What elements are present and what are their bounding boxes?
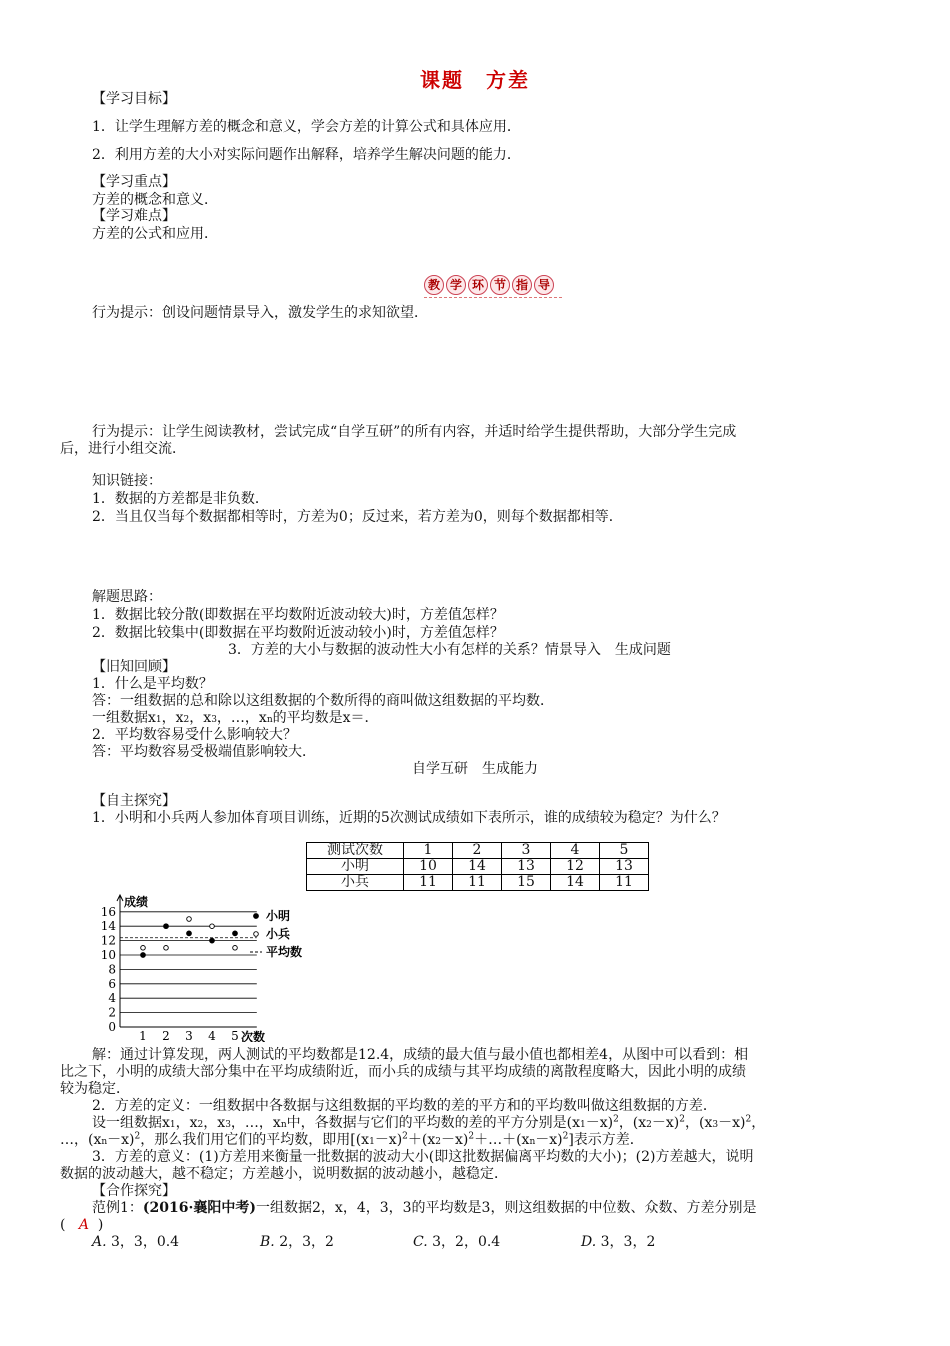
scores-chart <box>96 892 336 1042</box>
option-text: 3，2，0.4 <box>432 1234 501 1250</box>
point-xiaoming <box>210 938 215 943</box>
text-run: ，x <box>203 1115 226 1131</box>
text-run: ]表示方差． <box>568 1132 644 1148</box>
text-run: ＋(x <box>407 1132 436 1148</box>
superscript: 2 <box>679 1114 685 1125</box>
solution-line-3: 较为稳定． <box>60 1081 130 1097</box>
example-1-question <box>92 1199 756 1217</box>
variance-setup-line-1: 设一组数据x1，x2，x3，…，xn中，各数据与它们的平均数的差的平方分别是$(x1-x)^2$，$(x2-x)^2$，$(x3-x)^2$， <box>92 1114 766 1131</box>
focus-text: 方差的概念和意义． <box>92 192 218 208</box>
option-letter: D. <box>581 1234 597 1250</box>
point-xiaobing <box>233 946 238 951</box>
x-tick-label: 2 <box>162 1029 170 1042</box>
review-heading: 【旧知回顾】 <box>92 659 176 675</box>
legend-label-mean: 平均数 <box>266 945 303 959</box>
review-answer-1: 答：一组数据的总和除以这组数据的个数所得的商叫做这组数据的平均数． <box>92 693 554 709</box>
option-text: 2，3，2 <box>279 1234 334 1250</box>
subscript: 1 <box>579 1120 586 1130</box>
table-cell: 10 <box>404 859 453 875</box>
point-xiaobing <box>210 924 215 929</box>
subscript: 3 <box>225 1120 231 1130</box>
text-run: －x) <box>535 1132 563 1148</box>
superscript: 2 <box>134 1131 141 1142</box>
banner-char: 导 <box>534 275 554 295</box>
y-tick-label: 0 <box>108 1020 116 1034</box>
point-xiaobing <box>141 946 146 951</box>
point-xiaobing <box>164 946 169 951</box>
table-cell: 11 <box>404 875 453 891</box>
y-axis-label: 成绩 <box>124 895 149 909</box>
text-run: －x) <box>441 1132 469 1148</box>
table-row <box>307 843 649 859</box>
superscript: 2 <box>613 1114 619 1125</box>
answer-letter: A <box>78 1217 89 1233</box>
behavior-hint-2-line-1: 行为提示：让学生阅读教材，尝试完成“自学互研”的所有内容，并适时给学生提供帮助，大部分学生完成 <box>92 424 737 440</box>
legend-label-xiaoming: 小明 <box>266 909 291 923</box>
point-xiaoming <box>164 924 169 929</box>
subscript: n <box>529 1137 536 1147</box>
example-source: (2016·襄阳中考) <box>142 1200 257 1216</box>
text-run: ，x <box>175 1115 198 1131</box>
x-axis-label: 次数 <box>241 1030 266 1042</box>
table-cell: 14 <box>453 859 502 875</box>
knowledge-item-1: 1．数据的方差都是非负数． <box>92 491 269 507</box>
banner-char: 节 <box>490 275 510 295</box>
table-cell: 11 <box>600 875 649 891</box>
subscript: 3 <box>712 1120 719 1130</box>
text-run: ＋…＋(x <box>474 1132 530 1148</box>
table-header-cell: 1 <box>404 843 453 859</box>
thinking-heading: 解题思路： <box>92 589 162 605</box>
thinking-item-2: 2．数据比较集中(即数据在平均数附近波动较小)时，方差值怎样？ <box>92 625 504 641</box>
behavior-hint-1: 行为提示：创设问题情景导入，激发学生的求知欲望． <box>92 305 428 321</box>
table-row <box>307 875 649 891</box>
table-cell: 13 <box>502 859 551 875</box>
x-tick-label: 3 <box>185 1029 193 1042</box>
subscript: 2 <box>183 715 190 725</box>
review-answer-2: 答：平均数容易受极端值影响较大． <box>92 744 316 760</box>
text-run: －x) <box>585 1115 614 1131</box>
variance-definition: 2．方差的定义：一组数据中各数据与这组数据的平均数的差的平方和的平均数叫做这组数据的方差． <box>92 1098 717 1114</box>
table-cell: 15 <box>502 875 551 891</box>
behavior-hint-2-line-2: 后，进行小组交流． <box>60 441 186 457</box>
banner-char: 教 <box>424 275 444 295</box>
table-header-cell: 2 <box>453 843 502 859</box>
thinking-item-3: 3．方差的大小与数据的波动性大小有怎样的关系？情景导入 生成问题 <box>228 642 671 658</box>
y-tick-label: 8 <box>108 962 116 977</box>
solution-line-2: 比之下，小明的成绩大部分集中在平均成绩附近，而小兵的成绩与其平均成绩的离散程度略大，因此小明的成绩 <box>60 1064 746 1080</box>
subscript: 1 <box>155 715 162 725</box>
coop-heading: 【合作探究】 <box>92 1183 176 1199</box>
text-run: ，x <box>189 710 212 726</box>
option-a <box>92 1233 179 1251</box>
subscript: n <box>101 1137 108 1147</box>
thinking-item-1: 1．数据比较分散(即数据在平均数附近波动较大)时，方差值怎样？ <box>92 607 504 623</box>
superscript: 2 <box>468 1131 475 1142</box>
knowledge-heading: 知识链接： <box>92 473 162 489</box>
review-question-2: 2．平均数容易受什么影响较大？ <box>92 727 297 743</box>
option-b <box>260 1233 334 1251</box>
goal-item-1: 1．让学生理解方差的概念和意义，学会方差的计算公式和具体应用． <box>92 119 521 135</box>
subscript: 2 <box>197 1120 204 1130</box>
subscript: n <box>280 1120 287 1130</box>
explore-heading: 【自主探究】 <box>92 793 176 809</box>
text-run: ，(x <box>618 1115 647 1131</box>
solution-line-1: 解：通过计算发现，两人测试的平均数都是12.4，成绩的最大值与最小值也都相差4，从图中可以看到：相 <box>92 1047 749 1063</box>
banner-char: 指 <box>512 275 532 295</box>
table-cell: 13 <box>600 859 649 875</box>
banner-underline <box>424 297 562 298</box>
y-tick-label: 6 <box>108 976 116 991</box>
x-tick-label: 4 <box>208 1029 216 1042</box>
variance-meaning-line-1: 3．方差的意义：(1)方差用来衡量一批数据的波动大小(即这批数据偏离平均数的大小)；(2)方差越大，说明 <box>92 1149 754 1165</box>
text-run: 一组数据x <box>92 710 156 726</box>
subscript: 1 <box>169 1120 176 1130</box>
legend-marker-xiaobing <box>254 932 259 937</box>
option-text: 3，3，0.4 <box>111 1234 180 1250</box>
option-letter: B. <box>260 1234 275 1250</box>
focus-heading: 【学习重点】 <box>92 174 176 190</box>
option-letter: A. <box>92 1234 107 1250</box>
point-xiaoming <box>187 931 192 936</box>
option-text: 3，3，2 <box>600 1234 656 1250</box>
explore-question-1: 1．小明和小兵两人参加体育项目训练，近期的5次测试成绩如下表所示，谁的成绩较为稳定？为什么？ <box>92 810 726 826</box>
subscript: n <box>266 715 273 725</box>
text-run: －x) <box>107 1132 135 1148</box>
legend-marker-xiaoming <box>254 914 259 919</box>
superscript: 2 <box>745 1114 752 1125</box>
text-run: 的平均数是x＝． <box>272 710 379 726</box>
review-question-1: 1．什么是平均数？ <box>92 676 213 692</box>
option-letter: C. <box>413 1234 428 1250</box>
text-run: －x) <box>651 1115 680 1131</box>
text-run: …，(x <box>60 1132 102 1148</box>
text-run: －x) <box>718 1115 746 1131</box>
subscript: 2 <box>435 1137 441 1147</box>
example-text: 一组数据2，x，4，3，3的平均数是3，则这组数据的中位数、众数、方差分别是 <box>256 1200 757 1216</box>
text-run: ，那么我们用它们的平均数，即用[(x <box>140 1132 370 1148</box>
text-run: －x) <box>374 1132 403 1148</box>
variance-meaning-line-2: 数据的波动越大，越不稳定；方差越小，说明数据的波动越小，越稳定． <box>60 1166 508 1182</box>
goal-item-2: 2．利用方差的大小对实际问题作出解释，培养学生解决问题的能力． <box>92 147 521 163</box>
goals-heading: 【学习目标】 <box>92 91 176 107</box>
difficulty-heading: 【学习难点】 <box>92 208 176 224</box>
table-cell: 小明 <box>307 859 404 875</box>
y-tick-label: 4 <box>108 991 116 1006</box>
difficulty-text: 方差的公式和应用． <box>92 226 218 242</box>
example-label: 范例1： <box>92 1200 143 1216</box>
subscript: 1 <box>369 1137 375 1147</box>
superscript: 2 <box>402 1131 408 1142</box>
text-run: ，…，x <box>230 1115 281 1131</box>
scores-table <box>306 842 649 891</box>
table-cell: 11 <box>453 875 502 891</box>
option-c <box>413 1233 500 1251</box>
text-run: ，x <box>161 710 184 726</box>
y-tick-label: 12 <box>100 933 116 948</box>
text-run: ( <box>60 1217 66 1233</box>
banner-char: 环 <box>468 275 488 295</box>
point-xiaobing <box>187 917 192 922</box>
table-cell: 12 <box>551 859 600 875</box>
y-tick-label: 2 <box>108 1005 116 1020</box>
legend-label-xiaobing: 小兵 <box>266 927 291 941</box>
banner-char: 学 <box>446 275 466 295</box>
option-d <box>581 1233 655 1251</box>
example-1-answer <box>60 1216 103 1234</box>
table-row <box>307 859 649 875</box>
x-tick-label: 1 <box>139 1029 147 1042</box>
teaching-guide-banner <box>424 274 562 298</box>
subscript: 2 <box>646 1120 652 1130</box>
text-run: ，(x <box>685 1115 713 1131</box>
section-heading-self-study: 自学互研 生成能力 <box>412 761 538 777</box>
table-header-cell: 5 <box>600 843 649 859</box>
point-xiaoming <box>233 931 238 936</box>
y-tick-label: 10 <box>100 948 116 962</box>
table-cell: 小兵 <box>307 875 404 891</box>
point-xiaoming <box>141 953 146 958</box>
text-run: 中，各数据与它们的平均数的差的平方分别是(x <box>286 1115 580 1131</box>
subscript: 3 <box>211 715 217 725</box>
knowledge-item-2: 2．当且仅当每个数据都相等时，方差为0；反过来，若方差为0，则每个数据都相等． <box>92 509 623 525</box>
y-tick-label: 16 <box>100 904 116 919</box>
text-run: ) <box>97 1217 104 1233</box>
y-tick-label: 14 <box>100 919 116 934</box>
x-tick-label: 5 <box>231 1029 239 1042</box>
text-run: ，…，x <box>216 710 267 726</box>
text-run: 设一组数据x <box>92 1115 170 1131</box>
table-header-cell: 测试次数 <box>307 843 404 859</box>
table-cell: 14 <box>551 875 600 891</box>
superscript: 2 <box>562 1131 569 1142</box>
table-header-cell: 3 <box>502 843 551 859</box>
table-header-cell: 4 <box>551 843 600 859</box>
page-title: 课题 方差 <box>420 68 530 92</box>
